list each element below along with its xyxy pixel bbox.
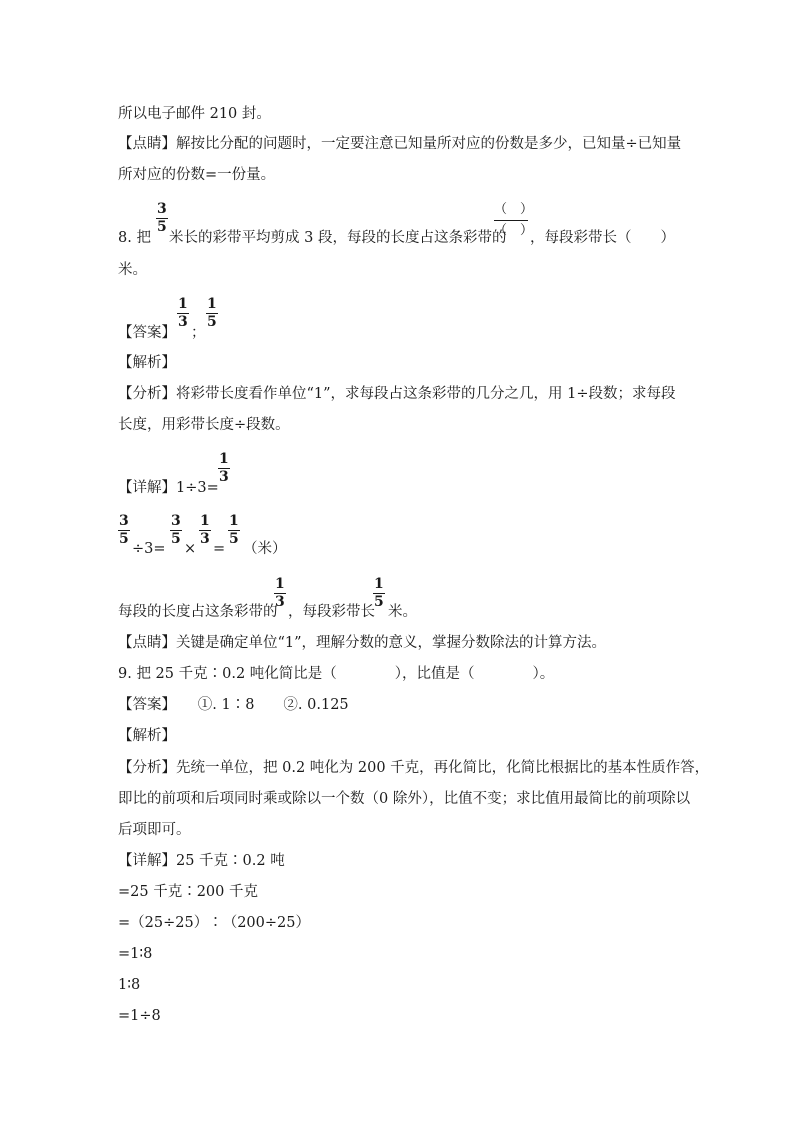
calc-equals: = — [213, 541, 226, 557]
text-line: 所对应的份数=一份量。 — [118, 167, 276, 183]
text-line: 【详解】25 千克∶0.2 吨 — [118, 853, 285, 869]
question-8-text-end: ，每段彩带长（ ） — [530, 230, 675, 246]
result-line: 每段的长度占这条彩带的 — [118, 604, 278, 620]
fraction-one-fifth: 1 5 — [374, 576, 384, 611]
answer-label: 【答案】 — [118, 325, 176, 341]
text-line: 后项即可。 — [118, 822, 191, 838]
fraction-three-fifths: 3 5 — [157, 201, 167, 236]
calc-unit: （米） — [243, 541, 287, 557]
text-line: 【分析】先统一单位，把 0.2 吨化为 200 千克，再化简比，化简比根据比的基本性质作答， — [118, 760, 710, 776]
text-line: 米。 — [118, 262, 147, 278]
text-line: 1∶8 — [118, 977, 141, 993]
question-8: 8. 把 — [118, 230, 151, 246]
question-9: 9. 把 25 千克∶0.2 吨化简比是（ ），比值是（ ）。 — [118, 666, 555, 682]
fraction-one-fifth: 1 5 — [229, 513, 239, 548]
text-line: =1÷8 — [118, 1008, 161, 1024]
calc-times: × — [184, 541, 197, 557]
analysis-label: 【解析】 — [118, 355, 176, 371]
detail-line: 【详解】1÷3= — [118, 480, 219, 496]
text-line: =（25÷25）∶（200÷25） — [118, 915, 310, 931]
calc-divide: ÷3= — [132, 541, 166, 557]
answer-separator: ； — [191, 325, 206, 341]
text-line: 【点睛】解按比分配的问题时，一定要注意已知量所对应的份数是多少，已知量÷已知量 — [118, 136, 682, 152]
fraction-one-third: 1 3 — [200, 513, 210, 548]
analysis-label: 【解析】 — [118, 728, 176, 744]
text-line: 长度，用彩带长度÷段数。 — [118, 417, 290, 433]
fraction-three-fifths: 3 5 — [171, 513, 181, 548]
text-line: 即比的前项和后项同时乘或除以一个数（0 除外），比值不变；求比值用最简比的前项除以 — [118, 791, 691, 807]
fraction-one-third: 1 3 — [178, 296, 188, 331]
text-line: 【分析】将彩带长度看作单位“1”，求每段占这条彩带的几分之几，用 1÷段数；求每段 — [118, 386, 676, 402]
fraction-one-third: 1 3 — [219, 451, 229, 486]
fraction-three-fifths: 3 5 — [119, 513, 129, 548]
answer-9: 【答案】 ①. 1∶8 ②. 0.125 — [118, 697, 349, 713]
result-line-end: 米。 — [388, 604, 417, 620]
fraction-one-third: 1 3 — [275, 576, 285, 611]
text-line: =1∶8 — [118, 946, 153, 962]
question-8-text: 米长的彩带平均剪成 3 段，每段的长度占这条彩带的 — [169, 230, 507, 246]
text-line: 【点睛】关键是确定单位“1”，理解分数的意义，掌握分数除法的计算方法。 — [118, 635, 607, 651]
text-line: =25 千克∶200 千克 — [118, 884, 258, 900]
fraction-one-fifth: 1 5 — [207, 296, 217, 331]
text-line: 所以电子邮件 210 封。 — [118, 106, 271, 122]
result-line-mid: ，每段彩带长 — [288, 604, 375, 620]
blank-fraction[interactable]: （ ） （ ） — [494, 202, 534, 238]
